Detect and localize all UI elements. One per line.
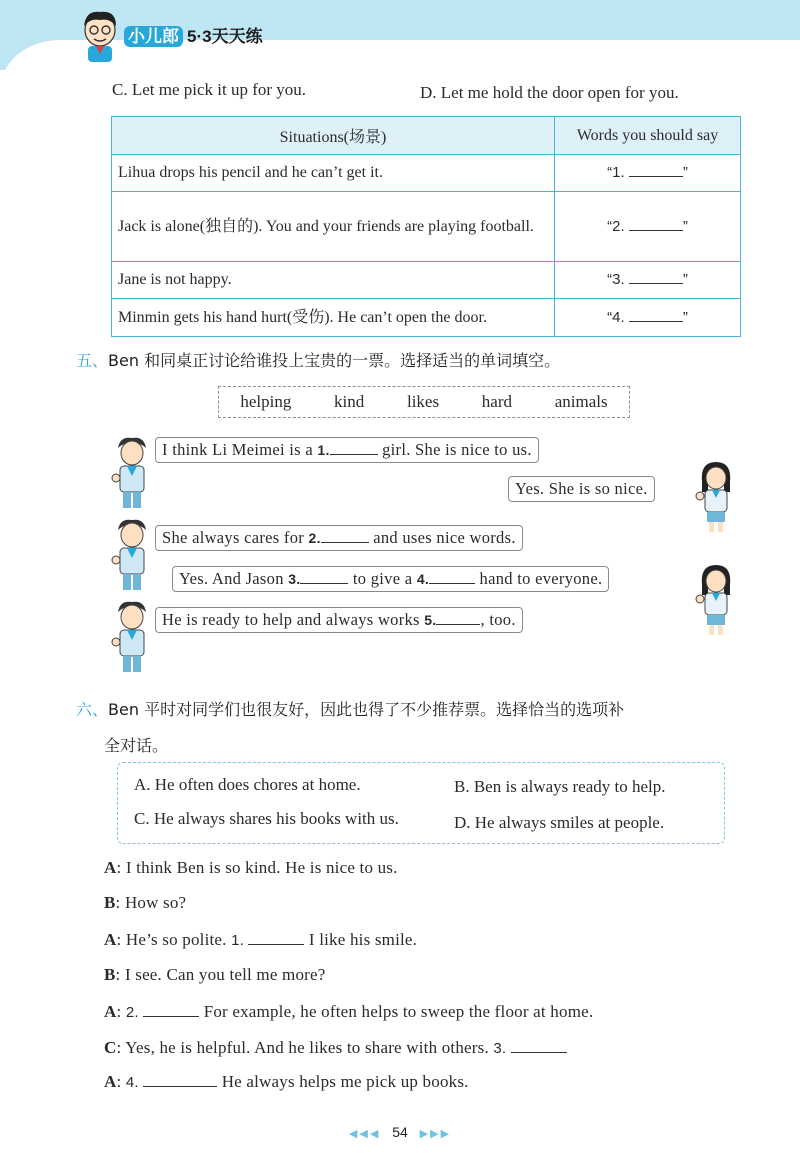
speaker-sep: : bbox=[116, 930, 122, 949]
blank-number: 2. bbox=[308, 530, 321, 546]
bubble-text: to give a bbox=[348, 569, 417, 588]
choice-box bbox=[117, 762, 725, 844]
answer-blank[interactable] bbox=[629, 230, 683, 231]
answer-blank[interactable] bbox=[248, 944, 304, 945]
answer-blank[interactable] bbox=[330, 454, 378, 455]
speaker-label: A bbox=[104, 1002, 117, 1021]
brand-logo: 小儿郎 bbox=[124, 26, 183, 47]
section6-title bbox=[76, 692, 746, 764]
bubble-text: She always cares for bbox=[162, 528, 309, 547]
dialog-text: I see. Can you tell me more? bbox=[124, 965, 326, 984]
boy-mascot-icon bbox=[76, 8, 124, 64]
speaker-label: C bbox=[104, 1038, 117, 1057]
speaker-label: A bbox=[104, 1072, 117, 1091]
blank-number: 1. bbox=[231, 932, 244, 949]
choice-a: A. He often does chores at home. bbox=[134, 775, 361, 794]
situation-cell: Minmin gets his hand hurt(受伤). He can’t open the door. bbox=[112, 299, 555, 337]
section5-index: 五、 bbox=[76, 351, 109, 370]
dialog-line bbox=[104, 1002, 593, 1022]
dialog-line bbox=[104, 1072, 469, 1092]
speaker-sep: : bbox=[116, 1072, 122, 1091]
dialog-text: How so? bbox=[124, 893, 187, 912]
table-row bbox=[112, 262, 741, 299]
answer-number: 4. bbox=[612, 308, 625, 326]
girl-figure-icon bbox=[694, 563, 738, 637]
blank-number: 4. bbox=[125, 1074, 139, 1091]
speaker-sep: : bbox=[116, 858, 122, 877]
section5-title bbox=[76, 348, 560, 371]
blank-number: 2. bbox=[125, 1004, 139, 1021]
option-d: D. Let me hold the door open for you. bbox=[420, 83, 679, 102]
answer-blank[interactable] bbox=[629, 321, 683, 322]
blank-number: 3. bbox=[288, 571, 301, 587]
blank-number: 3. bbox=[493, 1040, 507, 1057]
dialog-line bbox=[104, 965, 326, 985]
dialog-text: I like his smile. bbox=[304, 930, 418, 949]
choice-d: D. He always smiles at people. bbox=[454, 813, 665, 832]
section6-instruction: Ben 平时对同学们也很友好，因此也得了不少推荐票。选择恰当的选项补 bbox=[108, 700, 625, 719]
dialog-text: He’s so polite. bbox=[125, 930, 232, 949]
answer-cell[interactable]: “4. ” bbox=[555, 299, 741, 337]
speaker-sep: : bbox=[115, 965, 121, 984]
speaker-label: A bbox=[104, 930, 117, 949]
speech-bubble-4 bbox=[172, 566, 609, 592]
boy-figure-icon bbox=[110, 600, 154, 674]
dialog-line bbox=[104, 858, 398, 878]
section6-index: 六、 bbox=[76, 700, 109, 719]
bubble-text: hand to everyone. bbox=[475, 569, 603, 588]
answer-number: 3. bbox=[612, 271, 625, 288]
word-bank bbox=[218, 386, 630, 418]
speech-bubble-3 bbox=[155, 525, 523, 551]
speech-bubble-1 bbox=[155, 437, 539, 463]
word-option: likes bbox=[406, 392, 440, 411]
answer-blank[interactable] bbox=[143, 1016, 199, 1017]
table-header-row bbox=[112, 117, 741, 155]
answer-blank[interactable] bbox=[321, 542, 369, 543]
page-footer bbox=[0, 1124, 800, 1140]
speech-bubble-2 bbox=[508, 476, 655, 502]
column-header-situations: Situations(场景) bbox=[112, 117, 555, 155]
answer-number: 1. bbox=[612, 164, 625, 181]
page-number: 54 bbox=[392, 1124, 408, 1140]
dialog-text: Yes, he is helpful. And he likes to share with others. bbox=[125, 1038, 494, 1057]
dialog-text: For example, he often helps to sweep the floor at home. bbox=[199, 1002, 594, 1021]
situation-cell: Jane is not happy. bbox=[112, 262, 555, 299]
answer-blank[interactable] bbox=[429, 583, 475, 584]
section5-instruction: Ben 和同桌正讨论给谁投上宝贵的一票。选择适当的单词填空。 bbox=[108, 351, 561, 370]
speaker-sep: : bbox=[116, 1002, 122, 1021]
speaker-label: B bbox=[104, 965, 116, 984]
blank-number: 4. bbox=[416, 571, 430, 587]
speaker-label: B bbox=[104, 893, 116, 912]
bubble-text: Yes. She is so nice. bbox=[515, 479, 648, 498]
answer-blank[interactable] bbox=[511, 1052, 567, 1053]
word-option: kind bbox=[334, 392, 365, 411]
bubble-text: He is ready to help and always works bbox=[162, 610, 425, 629]
answer-cell[interactable]: “2. ” bbox=[555, 192, 741, 262]
table-row bbox=[112, 192, 741, 262]
girl-figure-icon bbox=[694, 460, 738, 534]
bubble-text: girl. She is nice to us. bbox=[377, 440, 532, 459]
section6-instruction-cont: 全对话。 bbox=[104, 736, 169, 755]
blank-number: 1. bbox=[317, 442, 330, 458]
bubble-text: I think Li Meimei is a bbox=[162, 440, 318, 459]
blank-number: 5. bbox=[424, 612, 437, 628]
answer-blank[interactable] bbox=[629, 176, 683, 177]
speaker-sep: : bbox=[115, 893, 121, 912]
answer-cell[interactable]: “3. ” bbox=[555, 262, 741, 299]
dialog-text: I think Ben is so kind. He is nice to us. bbox=[125, 858, 398, 877]
column-header-words: Words you should say bbox=[555, 117, 741, 155]
choice-c: C. He always shares his books with us. bbox=[134, 809, 399, 828]
dialog-text: He always helps me pick up books. bbox=[221, 1072, 469, 1091]
situation-cell: Jack is alone(独自的). You and your friends are playing football. bbox=[112, 192, 555, 262]
option-c: C. Let me pick it up for you. bbox=[112, 80, 307, 99]
situations-table bbox=[111, 116, 741, 337]
answer-blank[interactable] bbox=[436, 624, 480, 625]
answer-cell[interactable]: “1. ” bbox=[555, 155, 741, 192]
choice-b: B. Ben is always ready to help. bbox=[454, 777, 666, 796]
situation-cell: Lihua drops his pencil and he can’t get it. bbox=[112, 155, 555, 192]
dialog-line bbox=[104, 930, 417, 950]
next-arrows-icon: ▶▶▶ bbox=[419, 1128, 452, 1140]
prev-arrows-icon: ◀◀◀ bbox=[348, 1128, 381, 1140]
answer-blank[interactable] bbox=[143, 1086, 217, 1087]
bubble-text: and uses nice words. bbox=[368, 528, 516, 547]
bubble-text: Yes. And Jason bbox=[179, 569, 289, 588]
dialog-line bbox=[104, 1038, 567, 1058]
word-option: helping bbox=[240, 392, 292, 411]
boy-figure-icon bbox=[110, 436, 154, 510]
dialog-line bbox=[104, 893, 186, 913]
speaker-sep: : bbox=[116, 1038, 122, 1057]
word-option: hard bbox=[481, 392, 513, 411]
answer-blank[interactable] bbox=[300, 583, 348, 584]
table-row bbox=[112, 155, 741, 192]
speaker-label: A bbox=[104, 858, 117, 877]
brand-series: 5·3天天练 bbox=[187, 27, 263, 46]
table-row bbox=[112, 299, 741, 337]
answer-blank[interactable] bbox=[629, 283, 683, 284]
word-option: animals bbox=[554, 392, 608, 411]
speech-bubble-5 bbox=[155, 607, 523, 633]
bubble-text: , too. bbox=[480, 610, 516, 629]
boy-figure-icon bbox=[110, 518, 154, 592]
answer-number: 2. bbox=[612, 217, 625, 235]
brand-title bbox=[124, 22, 263, 47]
